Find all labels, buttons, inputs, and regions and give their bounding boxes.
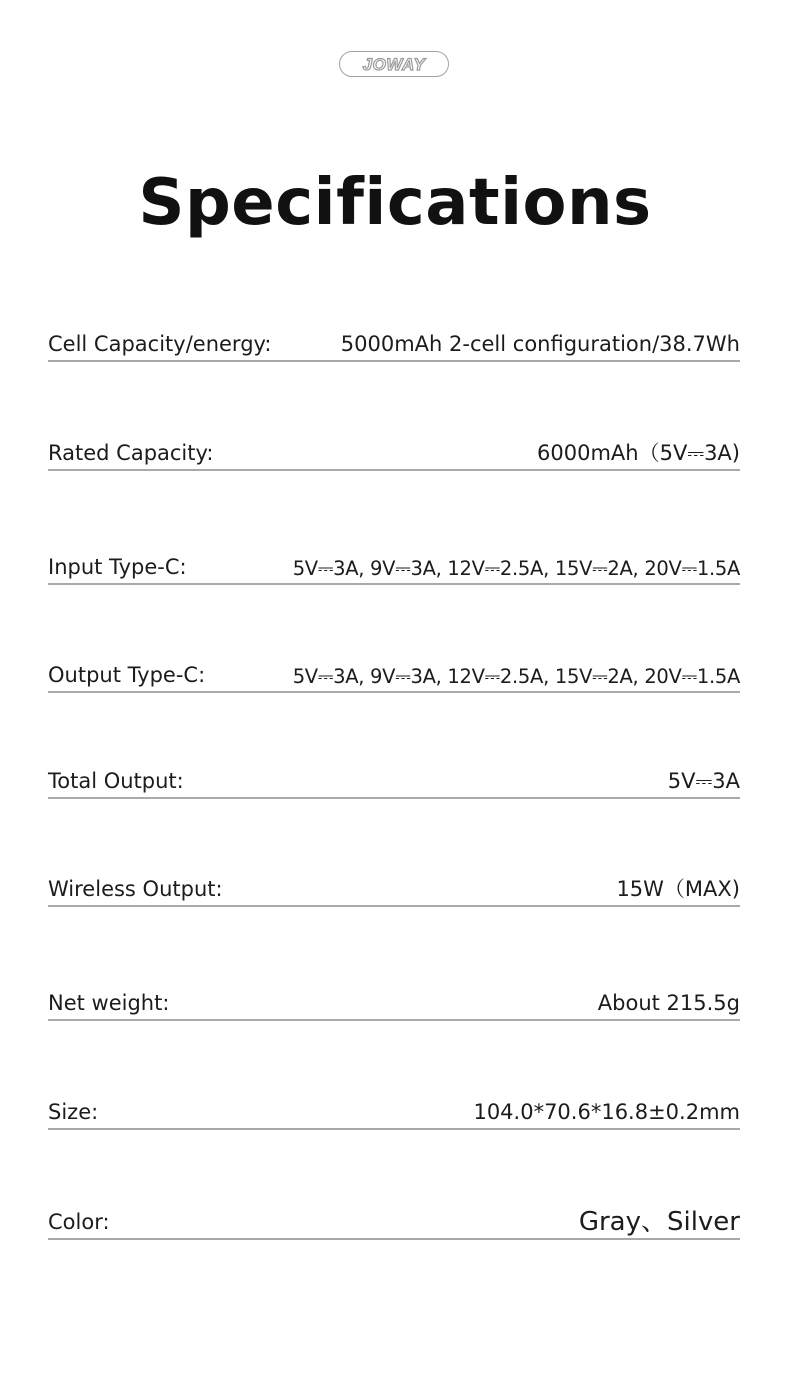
spec-row-output-type-c [48,653,740,693]
spec-value: 15W（MAX) [616,877,740,901]
spec-row-rated-capacity [48,431,740,471]
spec-value: 5V⎓3A, 9V⎓3A, 12V⎓2.5A, 15V⎓2A, 20V⎓1.5A [292,556,740,580]
spec-row-size [48,1090,740,1130]
spec-value: 5000mAh 2-cell configuration/38.7Wh [340,332,740,356]
spec-value: 104.0*70.6*16.8±0.2mm [473,1100,740,1124]
spec-value: 6000mAh（5V⎓3A) [537,441,740,465]
spec-row-cell-capacity [48,322,740,362]
brand-logo [339,51,449,77]
spec-value: 5V⎓3A, 9V⎓3A, 12V⎓2.5A, 15V⎓2A, 20V⎓1.5A [292,664,740,688]
spec-value: Gray、Silver [578,1207,740,1237]
spec-label: Wireless Output: [48,877,223,901]
spec-label: Size: [48,1100,99,1124]
spec-label: Cell Capacity/energy: [48,332,272,356]
spec-row-color [48,1200,740,1240]
spec-value: About 215.5g [597,991,740,1015]
spec-value: 5V⎓3A [667,769,740,793]
page-title: Specifications [138,166,652,240]
spec-label: Color: [48,1210,110,1234]
brand-logo-text: JOWAY [362,54,426,74]
spec-row-wireless-output [48,867,740,907]
spec-label: Output Type-C: [48,663,206,687]
spec-row-total-output [48,759,740,799]
spec-label: Input Type-C: [48,555,187,579]
spec-row-input-type-c [48,545,740,585]
spec-label: Net weight: [48,991,170,1015]
spec-label: Rated Capacity: [48,441,214,465]
spec-label: Total Output: [48,769,184,793]
spec-row-net-weight [48,981,740,1021]
